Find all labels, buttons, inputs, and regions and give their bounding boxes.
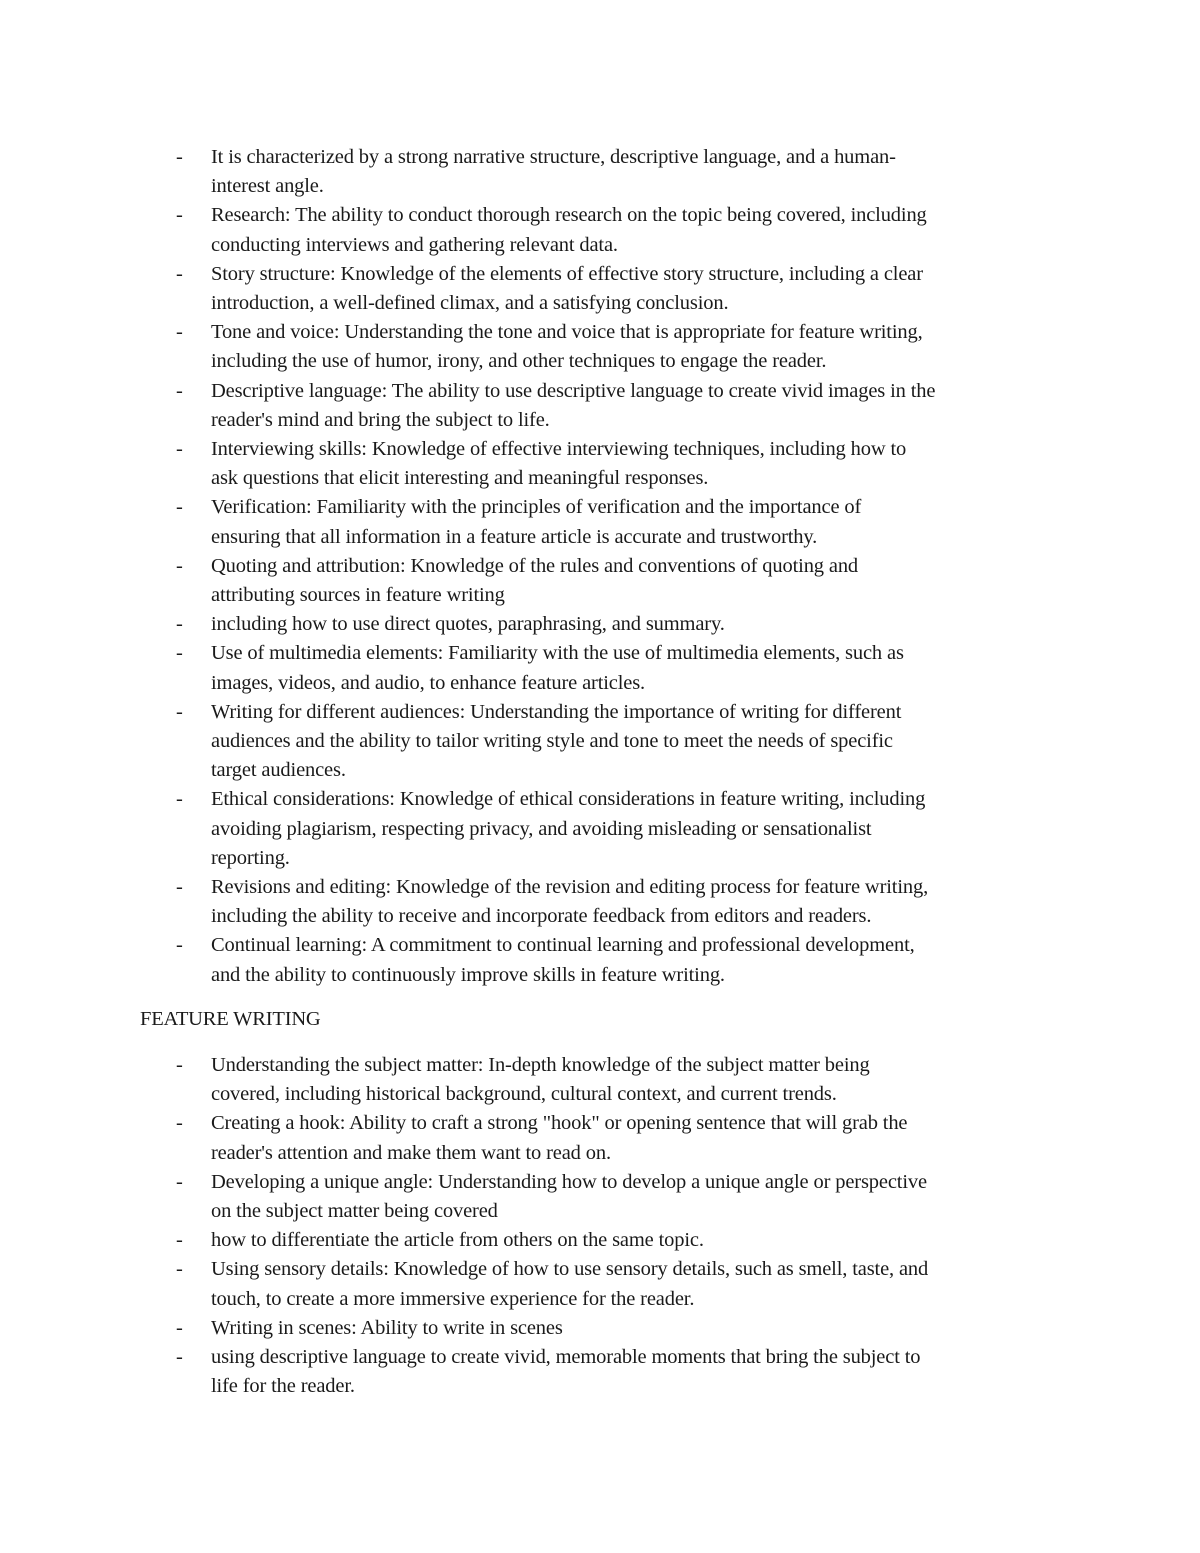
item-line: conducting interviews and gathering relevant data.: [211, 233, 618, 256]
bullet-dash: -: [176, 438, 183, 461]
item-line: Research: The ability to conduct thorough research on the topic being covered, including: [211, 204, 927, 227]
item-line: Descriptive language: The ability to use descriptive language to create vivid images in the: [211, 379, 936, 402]
bullet-dash: -: [176, 1170, 183, 1193]
bullet-dash: -: [176, 1054, 183, 1076]
item-line: attributing sources in feature writing: [211, 584, 505, 607]
item-line: Revisions and editing: Knowledge of the revision and editing process for feature writing,: [211, 876, 929, 899]
bullet-dash: -: [176, 788, 183, 811]
item-line: introduction, a well-defined climax, and a satisfying conclusion.: [211, 292, 729, 315]
item-line: Tone and voice: Understanding the tone and voice that is appropriate for feature writing,: [211, 321, 923, 344]
item-line: including the ability to receive and incorporate feedback from editors and readers.: [211, 905, 872, 928]
item-line: target audiences.: [211, 759, 346, 782]
item-line: touch, to create a more immersive experience for the reader.: [211, 1287, 695, 1310]
bullet-dash: -: [176, 379, 183, 402]
item-line: Story structure: Knowledge of the elements of effective story structure, including a clear: [211, 262, 923, 285]
section-heading: FEATURE WRITING: [140, 1008, 321, 1030]
item-line: reader's mind and bring the subject to life.: [211, 408, 550, 431]
item-line: Quoting and attribution: Knowledge of the rules and conventions of quoting and: [211, 554, 859, 577]
list-item: [176, 785, 1076, 873]
item-line: how to differentiate the article from others on the same topic.: [211, 1229, 704, 1252]
list-item: [176, 493, 1076, 551]
list-item: [176, 143, 1076, 201]
item-line: ensuring that all information in a feature article is accurate and trustworthy.: [211, 525, 818, 548]
item-line: images, videos, and audio, to enhance feature articles.: [211, 671, 646, 694]
bullet-dash: -: [176, 642, 183, 665]
list-item: [176, 931, 1076, 989]
item-line: Creating a hook: Ability to craft a strong "hook" or opening sentence that will grab the: [211, 1112, 908, 1135]
bullet-dash: -: [176, 146, 183, 168]
bullet-dash: -: [176, 1258, 183, 1281]
item-line: reader's attention and make them want to read on.: [211, 1141, 611, 1164]
item-line: Writing for different audiences: Understanding the importance of writing for different: [211, 700, 902, 723]
bullet-dash: -: [176, 1316, 183, 1339]
item-line: Writing in scenes: Ability to write in scenes: [211, 1316, 563, 1339]
item-line: including how to use direct quotes, paraphrasing, and summary.: [211, 613, 725, 636]
bullet-dash: -: [176, 700, 183, 723]
item-line: avoiding plagiarism, respecting privacy, and avoiding misleading or sensationalist: [211, 817, 872, 840]
item-line: using descriptive language to create vivid, memorable moments that bring the subject to: [211, 1346, 921, 1369]
bullet-dash: -: [176, 934, 183, 957]
list-item: [176, 201, 1076, 259]
list-item: [176, 1314, 1076, 1343]
item-line: life for the reader.: [211, 1375, 355, 1398]
item-line: Understanding the subject matter: In-depth knowledge of the subject matter being: [211, 1054, 870, 1076]
item-line: and the ability to continuously improve skills in feature writing.: [211, 963, 725, 986]
bullet-dash: -: [176, 321, 183, 344]
bullet-dash: -: [176, 1229, 183, 1252]
list-item: [176, 1343, 1076, 1401]
bullet-dash: -: [176, 204, 183, 227]
list-item: [176, 1168, 1076, 1226]
feature-writing-list: [176, 1051, 1076, 1401]
list-item: [176, 610, 1076, 639]
list-item: [176, 435, 1076, 493]
list-item: [176, 873, 1076, 931]
list-item: [176, 318, 1076, 376]
item-line: Using sensory details: Knowledge of how to use sensory details, such as smell, taste, and: [211, 1258, 929, 1281]
item-line: interest angle.: [211, 175, 324, 198]
list-item: [176, 552, 1076, 610]
bullet-dash: -: [176, 876, 183, 899]
bullet-dash: -: [176, 554, 183, 577]
item-line: covered, including historical background, cultural context, and current trends.: [211, 1083, 837, 1106]
list-item: [176, 1051, 1076, 1109]
item-line: audiences and the ability to tailor writing style and tone to meet the needs of specific: [211, 730, 893, 753]
list-item: [176, 639, 1076, 697]
bullet-dash: -: [176, 1112, 183, 1135]
item-line: on the subject matter being covered: [211, 1200, 498, 1223]
bullet-dash: -: [176, 496, 183, 519]
list-item: [176, 1109, 1076, 1167]
item-line: Use of multimedia elements: Familiarity with the use of multimedia elements, such as: [211, 642, 904, 665]
bullet-dash: -: [176, 262, 183, 285]
item-line: Verification: Familiarity with the principles of verification and the importance of: [211, 496, 862, 519]
skills-list: [176, 143, 1076, 990]
item-line: Continual learning: A commitment to continual learning and professional development,: [211, 934, 915, 957]
item-line: including the use of humor, irony, and other techniques to engage the reader.: [211, 350, 827, 373]
item-line: Ethical considerations: Knowledge of ethical considerations in feature writing, including: [211, 788, 926, 811]
item-line: reporting.: [211, 846, 290, 869]
item-line: It is characterized by a strong narrative structure, descriptive language, and a human-: [211, 146, 896, 168]
item-line: ask questions that elicit interesting and meaningful responses.: [211, 467, 709, 490]
list-item: [176, 698, 1076, 786]
list-item: [176, 377, 1076, 435]
bullet-dash: -: [176, 1346, 183, 1369]
bullet-dash: -: [176, 613, 183, 636]
list-item: [176, 260, 1076, 318]
item-line: Interviewing skills: Knowledge of effective interviewing techniques, including how to: [211, 438, 907, 461]
list-item: [176, 1226, 1076, 1255]
list-item: [176, 1255, 1076, 1313]
item-line: Developing a unique angle: Understanding how to develop a unique angle or perspective: [211, 1170, 927, 1193]
